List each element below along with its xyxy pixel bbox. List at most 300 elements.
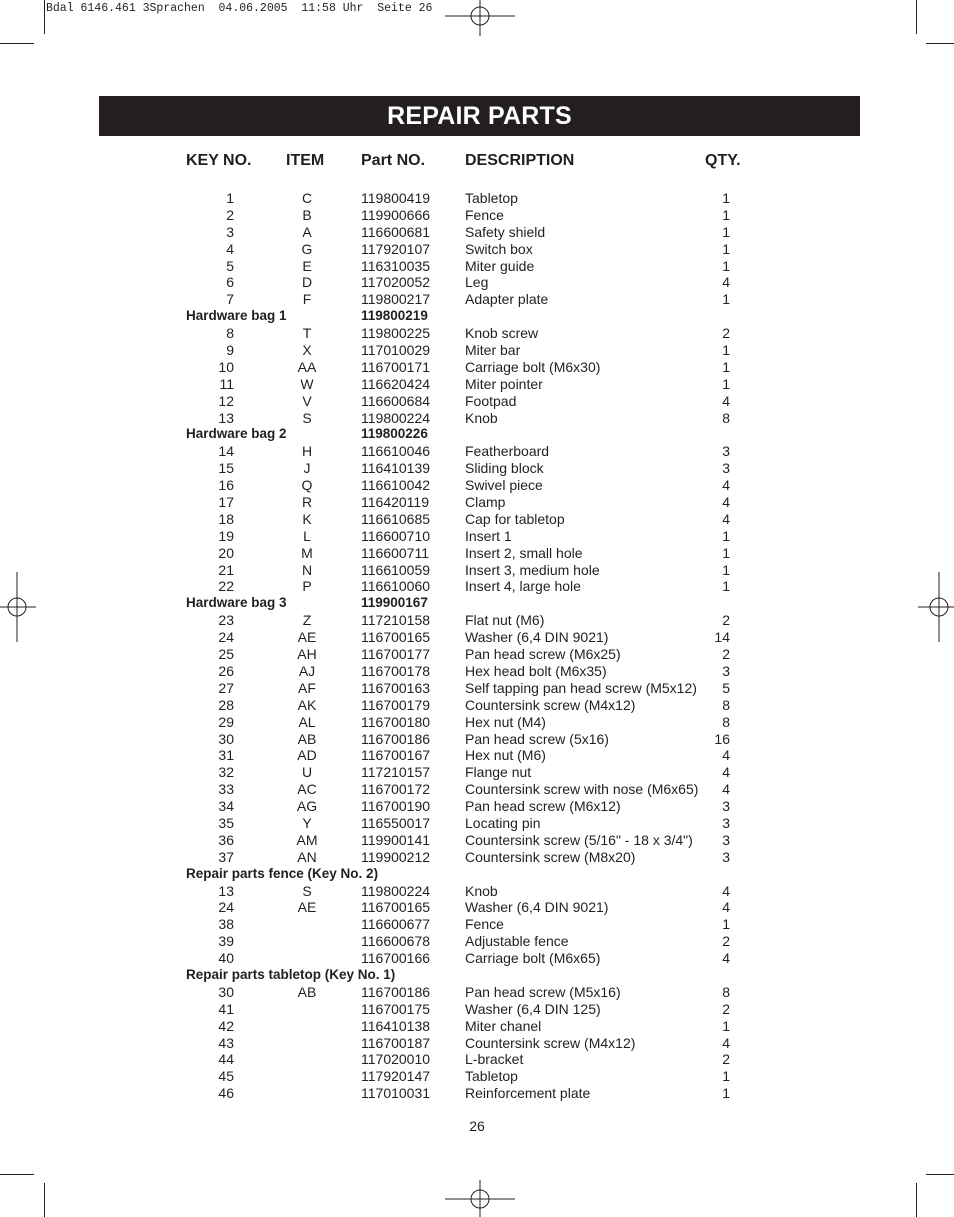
- item-cell: C: [301, 190, 313, 206]
- parts-table: [0, 190, 954, 1102]
- description-cell: Insert 4, large hole: [465, 578, 581, 595]
- table-row: [0, 899, 954, 916]
- part-no-cell: 116600681: [361, 223, 431, 240]
- table-row: [0, 224, 954, 241]
- table-row: [0, 984, 954, 1001]
- section-header-row: [0, 967, 954, 984]
- key-no-cell: 30: [218, 983, 234, 1000]
- table-row: [0, 697, 954, 714]
- qty-cell: 1: [722, 257, 730, 274]
- page-title: REPAIR PARTS: [387, 101, 572, 130]
- key-no-cell: 23: [218, 612, 234, 629]
- table-row: [0, 241, 954, 258]
- description-cell: Miter pointer: [465, 375, 543, 392]
- key-no-cell: 35: [218, 814, 234, 831]
- item-cell: S: [302, 882, 312, 899]
- item-cell: R: [301, 494, 313, 511]
- qty-cell: 4: [722, 882, 730, 899]
- key-no-cell: 27: [218, 679, 234, 696]
- table-row: [0, 494, 954, 511]
- part-no-cell: 116420119: [361, 494, 429, 511]
- table-row: [0, 274, 954, 291]
- qty-cell: 4: [722, 950, 730, 967]
- table-row: [0, 342, 954, 359]
- table-row: [0, 731, 954, 748]
- description-cell: Insert 3, medium hole: [465, 561, 600, 578]
- table-row: [0, 359, 954, 376]
- qty-cell: 3: [722, 662, 730, 679]
- qty-cell: 4: [722, 747, 730, 764]
- qty-cell: 3: [722, 443, 730, 460]
- key-no-cell: 9: [226, 342, 234, 359]
- item-cell: Z: [302, 612, 312, 629]
- header-key-no: KEY NO.: [186, 152, 252, 169]
- key-no-cell: 36: [218, 831, 234, 848]
- section-header-row: [0, 866, 954, 883]
- key-no-cell: 38: [218, 916, 234, 933]
- description-cell: Adapter plate: [465, 291, 549, 308]
- key-no-cell: 41: [218, 1000, 234, 1017]
- description-cell: Hex nut (M6): [465, 747, 546, 764]
- qty-cell: 3: [722, 460, 730, 477]
- description-cell: Countersink screw (M4x12): [465, 1034, 636, 1051]
- item-cell: B: [302, 206, 312, 223]
- item-cell: AE: [297, 899, 317, 916]
- part-no-cell: 116700179: [361, 696, 431, 713]
- part-no-cell: 117010029: [361, 342, 431, 359]
- qty-cell: 14: [714, 629, 730, 646]
- description-cell: Reinforcement plate: [465, 1085, 591, 1102]
- part-no-cell: 117920147: [361, 1068, 431, 1085]
- item-cell: AL: [298, 713, 316, 730]
- key-no-cell: 7: [226, 291, 234, 308]
- part-no-cell: 116620424: [361, 375, 431, 392]
- item-cell: X: [302, 342, 312, 359]
- part-no-cell: 116700178: [361, 662, 431, 679]
- description-cell: Flange nut: [465, 764, 532, 781]
- key-no-cell: 33: [218, 781, 234, 798]
- table-row: [0, 562, 954, 579]
- section-label: Repair parts fence (Key No. 2): [186, 865, 379, 881]
- qty-cell: 2: [722, 646, 730, 663]
- qty-cell: 1: [722, 1017, 730, 1034]
- qty-cell: 2: [722, 612, 730, 629]
- table-row: [0, 612, 954, 629]
- part-no-cell: 119800419: [361, 190, 431, 206]
- description-cell: Pan head screw (5x16): [465, 730, 609, 747]
- crop-mark-top-left-h: [0, 43, 34, 44]
- table-row: [0, 916, 954, 933]
- qty-cell: 4: [722, 1034, 730, 1051]
- qty-cell: 4: [722, 764, 730, 781]
- qty-cell: 1: [722, 527, 730, 544]
- description-cell: Washer (6,4 DIN 9021): [465, 899, 609, 916]
- crop-mark-bottom-left-v: [44, 1183, 45, 1217]
- key-no-cell: 18: [218, 510, 234, 527]
- section-label: Repair parts tabletop (Key No. 1): [186, 966, 396, 982]
- part-no-cell: 117020010: [361, 1051, 431, 1068]
- key-no-cell: 10: [218, 358, 234, 375]
- part-no-cell: 116700190: [361, 798, 431, 815]
- part-no-cell: 117920107: [361, 240, 431, 257]
- item-cell: AF: [298, 679, 316, 696]
- table-row: [0, 511, 954, 528]
- crop-mark-bottom-right-h: [926, 1174, 954, 1175]
- item-cell: AB: [297, 730, 317, 747]
- qty-cell: 1: [722, 240, 730, 257]
- item-cell: U: [301, 764, 313, 781]
- item-cell: AD: [297, 747, 317, 764]
- qty-cell: 4: [722, 477, 730, 494]
- part-no-cell: 116310035: [361, 257, 431, 274]
- qty-cell: 1: [722, 190, 730, 206]
- crop-mark-bottom-left-h: [0, 1174, 34, 1175]
- description-cell: Insert 1: [465, 527, 512, 544]
- part-no-cell: 116700166: [361, 950, 431, 967]
- description-cell: Fence: [465, 206, 504, 223]
- item-cell: AG: [296, 798, 318, 815]
- qty-cell: 1: [722, 561, 730, 578]
- table-row: [0, 950, 954, 967]
- page-title-banner: [99, 96, 860, 136]
- description-cell: Carriage bolt (M6x65): [465, 950, 601, 967]
- table-row: [0, 325, 954, 342]
- description-cell: Pan head screw (M6x25): [465, 646, 621, 663]
- table-row: [0, 747, 954, 764]
- item-cell: S: [302, 409, 312, 426]
- qty-cell: 2: [722, 1051, 730, 1068]
- key-no-cell: 5: [226, 257, 234, 274]
- part-no-cell: 119900666: [361, 206, 431, 223]
- qty-cell: 8: [722, 696, 730, 713]
- item-cell: AK: [297, 696, 317, 713]
- item-cell: AA: [297, 358, 317, 375]
- key-no-cell: 43: [218, 1034, 234, 1051]
- table-row: [0, 460, 954, 477]
- table-row: [0, 443, 954, 460]
- table-row: [0, 663, 954, 680]
- qty-cell: 1: [722, 206, 730, 223]
- description-cell: Flat nut (M6): [465, 612, 545, 629]
- item-cell: Q: [301, 477, 313, 494]
- key-no-cell: 46: [218, 1085, 234, 1102]
- key-no-cell: 39: [218, 933, 234, 950]
- part-no-cell: 116410139: [361, 460, 431, 477]
- part-no-cell: 119800224: [361, 882, 431, 899]
- description-cell: Knob: [465, 882, 498, 899]
- item-cell: Y: [302, 814, 312, 831]
- part-no-cell: 116550017: [361, 814, 431, 831]
- key-no-cell: 28: [218, 696, 234, 713]
- section-part-no: 119800226: [361, 426, 428, 442]
- key-no-cell: 19: [218, 527, 234, 544]
- key-no-cell: 6: [226, 274, 234, 291]
- part-no-cell: 116610046: [361, 443, 431, 460]
- key-no-cell: 17: [218, 494, 234, 511]
- key-no-cell: 12: [218, 392, 234, 409]
- part-no-cell: 119900141: [361, 831, 431, 848]
- qty-cell: 1: [722, 1085, 730, 1102]
- key-no-cell: 34: [218, 798, 234, 815]
- crop-mark-top-left-v: [44, 0, 45, 34]
- description-cell: Safety shield: [465, 223, 546, 240]
- key-no-cell: 3: [226, 223, 234, 240]
- description-cell: Cap for tabletop: [465, 510, 565, 527]
- part-no-cell: 116610060: [361, 578, 431, 595]
- description-cell: Self tapping pan head screw (M5x12): [465, 679, 697, 696]
- item-cell: AM: [296, 831, 318, 848]
- qty-cell: 8: [722, 713, 730, 730]
- table-row: [0, 1018, 954, 1035]
- table-row: [0, 815, 954, 832]
- key-no-cell: 8: [226, 325, 234, 342]
- key-no-cell: 13: [218, 882, 234, 899]
- description-cell: Countersink screw (5/16" - 18 x 3/4"): [465, 831, 693, 848]
- table-row: [0, 798, 954, 815]
- item-cell: AE: [297, 629, 317, 646]
- key-no-cell: 11: [219, 375, 234, 392]
- item-cell: V: [302, 392, 312, 409]
- part-no-cell: 116700172: [361, 781, 431, 798]
- key-no-cell: 45: [218, 1068, 234, 1085]
- key-no-cell: 30: [218, 730, 234, 747]
- key-no-cell: 21: [218, 561, 234, 578]
- part-no-cell: 116700165: [361, 629, 431, 646]
- key-no-cell: 14: [218, 443, 234, 460]
- table-row: [0, 629, 954, 646]
- key-no-cell: 25: [218, 646, 234, 663]
- description-cell: Swivel piece: [465, 477, 543, 494]
- description-cell: Carriage bolt (M6x30): [465, 358, 601, 375]
- key-no-cell: 24: [218, 899, 234, 916]
- table-row: [0, 781, 954, 798]
- qty-cell: 2: [722, 1000, 730, 1017]
- qty-cell: 1: [722, 291, 730, 308]
- description-cell: Switch box: [465, 240, 533, 257]
- key-no-cell: 24: [218, 629, 234, 646]
- key-no-cell: 31: [218, 747, 234, 764]
- part-no-cell: 117210158: [361, 612, 431, 629]
- description-cell: Hex head bolt (M6x35): [465, 662, 607, 679]
- key-no-cell: 15: [218, 460, 234, 477]
- table-row: [0, 933, 954, 950]
- qty-cell: 4: [722, 392, 730, 409]
- key-no-cell: 2: [226, 206, 234, 223]
- part-no-cell: 119800224: [361, 409, 431, 426]
- item-cell: N: [301, 561, 313, 578]
- description-cell: Pan head screw (M5x16): [465, 983, 621, 1000]
- table-row: [0, 832, 954, 849]
- part-no-cell: 116600711: [361, 544, 429, 561]
- description-cell: Countersink screw with nose (M6x65): [465, 781, 699, 798]
- key-no-cell: 13: [218, 409, 234, 426]
- description-cell: Knob screw: [465, 325, 539, 342]
- part-no-cell: 117210157: [361, 764, 431, 781]
- item-cell: G: [301, 240, 313, 257]
- part-no-cell: 116700165: [361, 899, 431, 916]
- part-no-cell: 117020052: [361, 274, 431, 291]
- header-qty: QTY.: [705, 152, 741, 169]
- table-row: [0, 376, 954, 393]
- description-cell: Washer (6,4 DIN 9021): [465, 629, 609, 646]
- table-row: [0, 714, 954, 731]
- table-row: [0, 1051, 954, 1068]
- description-cell: Miter chanel: [465, 1017, 542, 1034]
- qty-cell: 2: [722, 325, 730, 342]
- qty-cell: 4: [722, 274, 730, 291]
- item-cell: AH: [297, 646, 317, 663]
- qty-cell: 1: [722, 916, 730, 933]
- table-row: [0, 410, 954, 427]
- qty-cell: 16: [714, 730, 730, 747]
- description-cell: Hex nut (M4): [465, 713, 546, 730]
- item-cell: K: [302, 510, 312, 527]
- section-header-row: [0, 595, 954, 612]
- qty-cell: 3: [722, 848, 730, 865]
- key-no-cell: 32: [218, 764, 234, 781]
- part-no-cell: 116610042: [361, 477, 431, 494]
- table-row: [0, 578, 954, 595]
- part-no-cell: 116700163: [361, 679, 431, 696]
- header-part-no: Part NO.: [361, 152, 426, 169]
- table-row: [0, 477, 954, 494]
- qty-cell: 4: [722, 510, 730, 527]
- part-no-cell: 119800217: [361, 291, 431, 308]
- item-cell: AJ: [298, 662, 316, 679]
- part-no-cell: 119800225: [361, 325, 431, 342]
- part-no-cell: 116700177: [361, 646, 431, 663]
- item-cell: AN: [297, 848, 317, 865]
- description-cell: Insert 2, small hole: [465, 544, 583, 561]
- table-row: [0, 291, 954, 308]
- part-no-cell: 116600684: [361, 392, 431, 409]
- key-no-cell: 44: [218, 1051, 234, 1068]
- part-no-cell: 116700171: [361, 358, 431, 375]
- part-no-cell: 117010031: [361, 1085, 431, 1102]
- description-cell: Countersink screw (M8x20): [465, 848, 636, 865]
- part-no-cell: 116410138: [361, 1017, 431, 1034]
- item-cell: J: [303, 460, 311, 477]
- header-description: DESCRIPTION: [465, 152, 575, 169]
- crop-mark-bottom-right-v: [916, 1183, 917, 1217]
- crop-mark-top-right-v: [916, 0, 917, 34]
- part-no-cell: 116600678: [361, 933, 431, 950]
- table-row: [0, 1035, 954, 1052]
- part-no-cell: 116700175: [361, 1000, 431, 1017]
- part-no-cell: 116600677: [361, 916, 431, 933]
- description-cell: Fence: [465, 916, 504, 933]
- item-cell: H: [301, 443, 313, 460]
- key-no-cell: 4: [226, 240, 234, 257]
- qty-cell: 2: [722, 933, 730, 950]
- key-no-cell: 22: [218, 578, 234, 595]
- table-row: [0, 1085, 954, 1102]
- item-cell: P: [302, 578, 312, 595]
- section-header-row: [0, 426, 954, 443]
- key-no-cell: 40: [218, 950, 234, 967]
- part-no-cell: 116600710: [361, 527, 431, 544]
- description-cell: Washer (6,4 DIN 125): [465, 1000, 601, 1017]
- description-cell: L-bracket: [465, 1051, 524, 1068]
- section-label: Hardware bag 3: [186, 595, 287, 611]
- description-cell: Sliding block: [465, 460, 544, 477]
- part-no-cell: 119900212: [361, 848, 431, 865]
- qty-cell: 4: [722, 494, 730, 511]
- table-row: [0, 883, 954, 900]
- table-row: [0, 393, 954, 410]
- item-cell: T: [302, 325, 312, 342]
- table-row: [0, 764, 954, 781]
- description-cell: Knob: [465, 409, 498, 426]
- qty-cell: 1: [722, 375, 730, 392]
- description-cell: Pan head screw (M6x12): [465, 798, 621, 815]
- qty-cell: 3: [722, 798, 730, 815]
- table-row: [0, 849, 954, 866]
- table-row: [0, 258, 954, 275]
- key-no-cell: 26: [218, 662, 234, 679]
- qty-cell: 8: [722, 983, 730, 1000]
- qty-cell: 1: [722, 544, 730, 561]
- item-cell: D: [301, 274, 313, 291]
- key-no-cell: 1: [226, 190, 234, 206]
- part-no-cell: 116700180: [361, 713, 431, 730]
- registration-mark-bottom-icon: [445, 1180, 515, 1217]
- print-slug: Bdal 6146.461 3Sprachen 04.06.2005 11:58 Uhr Seite 26: [46, 2, 433, 15]
- qty-cell: 1: [722, 223, 730, 240]
- table-row: [0, 680, 954, 697]
- section-part-no: 119800219: [361, 308, 428, 324]
- description-cell: Locating pin: [465, 814, 541, 831]
- qty-cell: 1: [722, 342, 730, 359]
- page-number: 26: [469, 1118, 485, 1134]
- key-no-cell: 37: [218, 848, 234, 865]
- item-cell: E: [302, 257, 312, 274]
- qty-cell: 3: [722, 814, 730, 831]
- description-cell: Tabletop: [465, 1068, 518, 1085]
- qty-cell: 4: [722, 781, 730, 798]
- key-no-cell: 42: [218, 1017, 234, 1034]
- description-cell: Miter guide: [465, 257, 535, 274]
- header-item: ITEM: [286, 152, 325, 169]
- item-cell: AB: [297, 983, 317, 1000]
- item-cell: L: [303, 527, 311, 544]
- crop-mark-top-right-h: [926, 43, 954, 44]
- description-cell: Adjustable fence: [465, 933, 569, 950]
- qty-cell: 8: [722, 409, 730, 426]
- section-label: Hardware bag 2: [186, 426, 287, 442]
- qty-cell: 1: [722, 358, 730, 375]
- part-no-cell: 116610685: [361, 510, 431, 527]
- item-cell: F: [302, 291, 312, 308]
- qty-cell: 1: [722, 578, 730, 595]
- item-cell: A: [302, 223, 312, 240]
- part-no-cell: 116700186: [361, 983, 431, 1000]
- section-label: Hardware bag 1: [186, 308, 287, 324]
- item-cell: M: [301, 544, 313, 561]
- part-no-cell: 116700187: [361, 1034, 431, 1051]
- description-cell: Countersink screw (M4x12): [465, 696, 636, 713]
- qty-cell: 1: [722, 1068, 730, 1085]
- description-cell: Miter bar: [465, 342, 521, 359]
- registration-mark-top-icon: [445, 0, 515, 36]
- section-part-no: 119900167: [361, 595, 428, 611]
- description-cell: Tabletop: [465, 190, 518, 206]
- table-row: [0, 646, 954, 663]
- table-row: [0, 1068, 954, 1085]
- table-row: [0, 528, 954, 545]
- key-no-cell: 16: [218, 477, 234, 494]
- table-row: [0, 545, 954, 562]
